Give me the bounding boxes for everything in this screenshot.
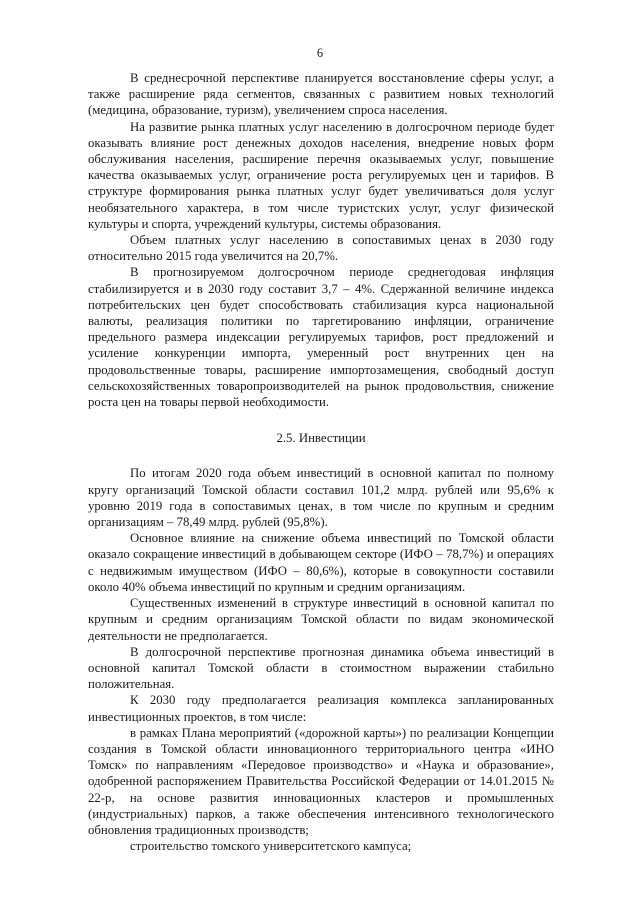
paragraph: На развитие рынка платных услуг населению в долгосрочном периоде будет оказывать влияние рост денежных доходов населения, внедрение новых форм обслуживания населения, расширение перечня оказываемых услуг, повышение качества оказываемых услуг, ограничение роста регулируемых цен и тарифов. В структуре формирования рынка платных услуг будет увеличиваться доля услуг необязательного характера, в том числе туристских услуг, услуг физической культуры и спорта, учреждений культуры, системы образования.	[88, 119, 554, 231]
page-number: 6	[316, 46, 324, 60]
paragraph: В прогнозируемом долгосрочном периоде среднегодовая инфляция стабилизируется и в 2030 году составит 3,7 – 4%. Сдержанной величине индекса потребительских цен будет способствовать стабилизация курса национальной валюты, реализация политики по таргетированию инфляции, ограничение предельного размера индексации регулируемых тарифов, рост предложений и усиление конкуренции импорта, умеренный рост внутренних цен на продовольственные товары, расширение импортозамещения, свободный доступ сельскохозяйственных товаропроизводителей на рынок продовольствия, снижение роста цен на товары первой необходимости.	[88, 265, 554, 410]
paragraph: в рамках Плана мероприятий («дорожной карты») по реализации Концепции создания в Томской области инновационного территориального центра «ИНО Томск» по направлениям «Передовое производство» и «Наука и образование», одобренной распоряжением Правительства Российской Федерации от 14.01.2015 № 22-р, на основе развития инновационных кластеров и промышленных (индустриальных) парков, а также обеспечения интенсивного технологического обновления традиционных производств;	[88, 725, 554, 837]
document-body	[88, 70, 554, 854]
paragraph: В среднесрочной перспективе планируется восстановление сферы услуг, а также расширение ряда сегментов, связанных с развитием новых технологий (медицина, образование, туризм), увеличением спроса населения.	[88, 71, 554, 118]
paragraph: Объем платных услуг населению в сопоставимых ценах в 2030 году относительно 2015 года увеличится на 20,7%.	[88, 233, 554, 264]
paragraph: Существенных изменений в структуре инвестиций в основной капитал по крупным и средним организациям Томской области по видам экономической деятельности не предполагается.	[88, 596, 554, 643]
paragraph: По итогам 2020 года объем инвестиций в основной капитал по полному кругу организаций Томской области составил 101,2 млрд. рублей или 95,6% к уровню 2019 года в сопоставимых ценах, в том числе по крупным и средним организациям – 78,49 млрд. рублей (95,8%).	[88, 466, 554, 530]
paragraph: Основное влияние на снижение объема инвестиций по Томской области оказало сокращение инвестиций в добывающем секторе (ИФО – 78,7%) и операциях с недвижимым имуществом (ИФО – 80,6%), которые в совокупности составили около 40% объема инвестиций по крупным и средним организациям.	[88, 531, 554, 594]
section-heading: 2.5. Инвестиции	[276, 431, 366, 446]
paragraph: строительство томского университетского кампуса;	[130, 839, 412, 854]
paragraph: В долгосрочной перспективе прогнозная динамика объема инвестиций в основной капитал Томской области в стоимостном выражении стабильно положительная.	[88, 644, 554, 692]
paragraph: К 2030 году предполагается реализация комплекса запланированных инвестиционных проектов, в том числе:	[88, 693, 554, 724]
